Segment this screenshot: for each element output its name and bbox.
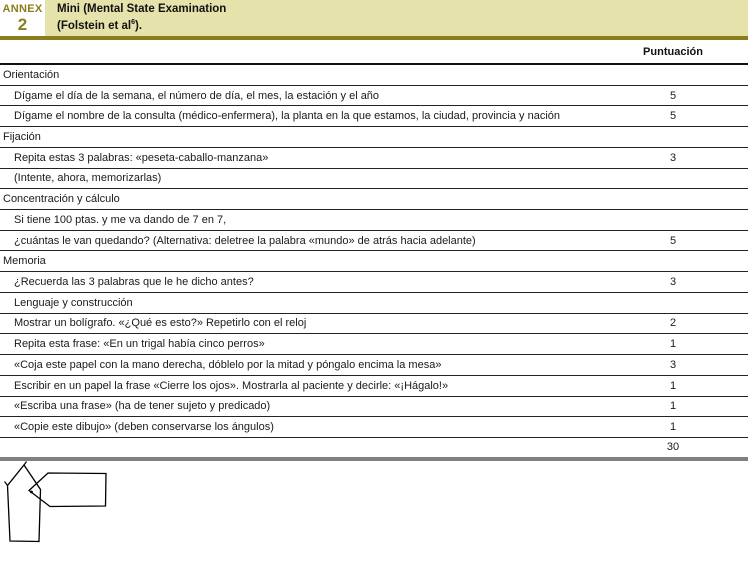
row-text: «Coja este papel con la mano derecha, dóblelo por la mitad y póngalo encima la mesa»: [14, 358, 442, 371]
row-score: 3: [669, 358, 677, 371]
table-row: [0, 169, 748, 190]
table-row: [0, 417, 748, 438]
table-row: [0, 86, 748, 107]
row-score: 1: [669, 379, 677, 392]
row-score: 5: [669, 89, 677, 102]
table-row: [0, 355, 748, 376]
row-text: Memoria: [3, 255, 46, 268]
mmse-table: [0, 65, 748, 438]
row-score: 5: [669, 110, 677, 123]
copy-drawing-figure: [0, 461, 748, 564]
row-text: Mostrar un bolígrafo. «¿Qué es esto?» Repetirlo con el reloj: [14, 317, 307, 330]
table-row: [0, 127, 748, 148]
row-score: 3: [669, 151, 677, 164]
annex-label-box: [0, 0, 45, 36]
table-row: [0, 189, 748, 210]
table-row: [0, 148, 748, 169]
intersecting-shapes-drawing: [0, 461, 140, 564]
row-text: Dígame el nombre de la consulta (médico-enfermera), la planta en la que estamos, la ciudad, provincia y nación: [14, 110, 561, 123]
score-column-header: Puntuación: [643, 45, 703, 58]
row-score: 3: [669, 276, 677, 289]
page-title-line1: Mini (Mental State Examination: [57, 2, 227, 15]
row-text: Concentración y cálculo: [3, 193, 120, 206]
row-score: 2: [669, 317, 677, 330]
table-row: [0, 210, 748, 231]
title-banner: [45, 0, 748, 36]
row-text: Si tiene 100 ptas. y me va dando de 7 en 7,: [14, 213, 227, 226]
row-text: Lenguaje y construcción: [14, 296, 133, 309]
table-row: [0, 334, 748, 355]
row-score: 5: [669, 234, 677, 247]
row-text: (Intente, ahora, memorizarlas): [14, 172, 162, 185]
total-score: 30: [666, 441, 680, 454]
table-row: [0, 106, 748, 127]
annex-header: [0, 0, 748, 36]
annex-number: 2: [17, 14, 28, 34]
table-row: [0, 397, 748, 418]
annex-word: ANNEX: [2, 2, 43, 15]
row-text: «Copie este dibujo» (deben conservarse los ángulos): [14, 421, 274, 434]
table-row: [0, 251, 748, 272]
score-column-header-row: [0, 40, 748, 65]
table-row: [0, 231, 748, 252]
row-text: Repita esta frase: «En un trigal había cinco perros»: [14, 338, 265, 351]
row-text: Fijación: [3, 131, 41, 144]
row-score: 1: [669, 400, 677, 413]
row-score: 1: [669, 421, 677, 434]
row-text: Escribir en un papel la frase «Cierre los ojos». Mostrarla al paciente y decirle: «¡Hágalo!»: [14, 379, 449, 392]
page-title: [57, 3, 226, 34]
table-row: [0, 272, 748, 293]
page-title-line2: (Folstein et $al^6$).: [57, 19, 143, 32]
table-row: [0, 293, 748, 314]
row-text: Repita estas 3 palabras: «peseta-caballo-manzana»: [14, 151, 269, 164]
table-row: [0, 376, 748, 397]
table-row: [0, 65, 748, 86]
table-row: [0, 314, 748, 335]
row-text: «Escriba una frase» (ha de tener sujeto y predicado): [14, 400, 271, 413]
total-row: [0, 438, 748, 457]
row-text: Orientación: [3, 68, 60, 81]
row-score: 1: [669, 338, 677, 351]
row-text: Dígame el día de la semana, el número de día, el mes, la estación y el año: [14, 89, 380, 102]
row-text: ¿Recuerda las 3 palabras que le he dicho antes?: [14, 276, 254, 289]
row-text: ¿cuántas le van quedando? (Alternativa: deletree la palabra «mundo» de atrás hacia adelante): [14, 234, 476, 247]
